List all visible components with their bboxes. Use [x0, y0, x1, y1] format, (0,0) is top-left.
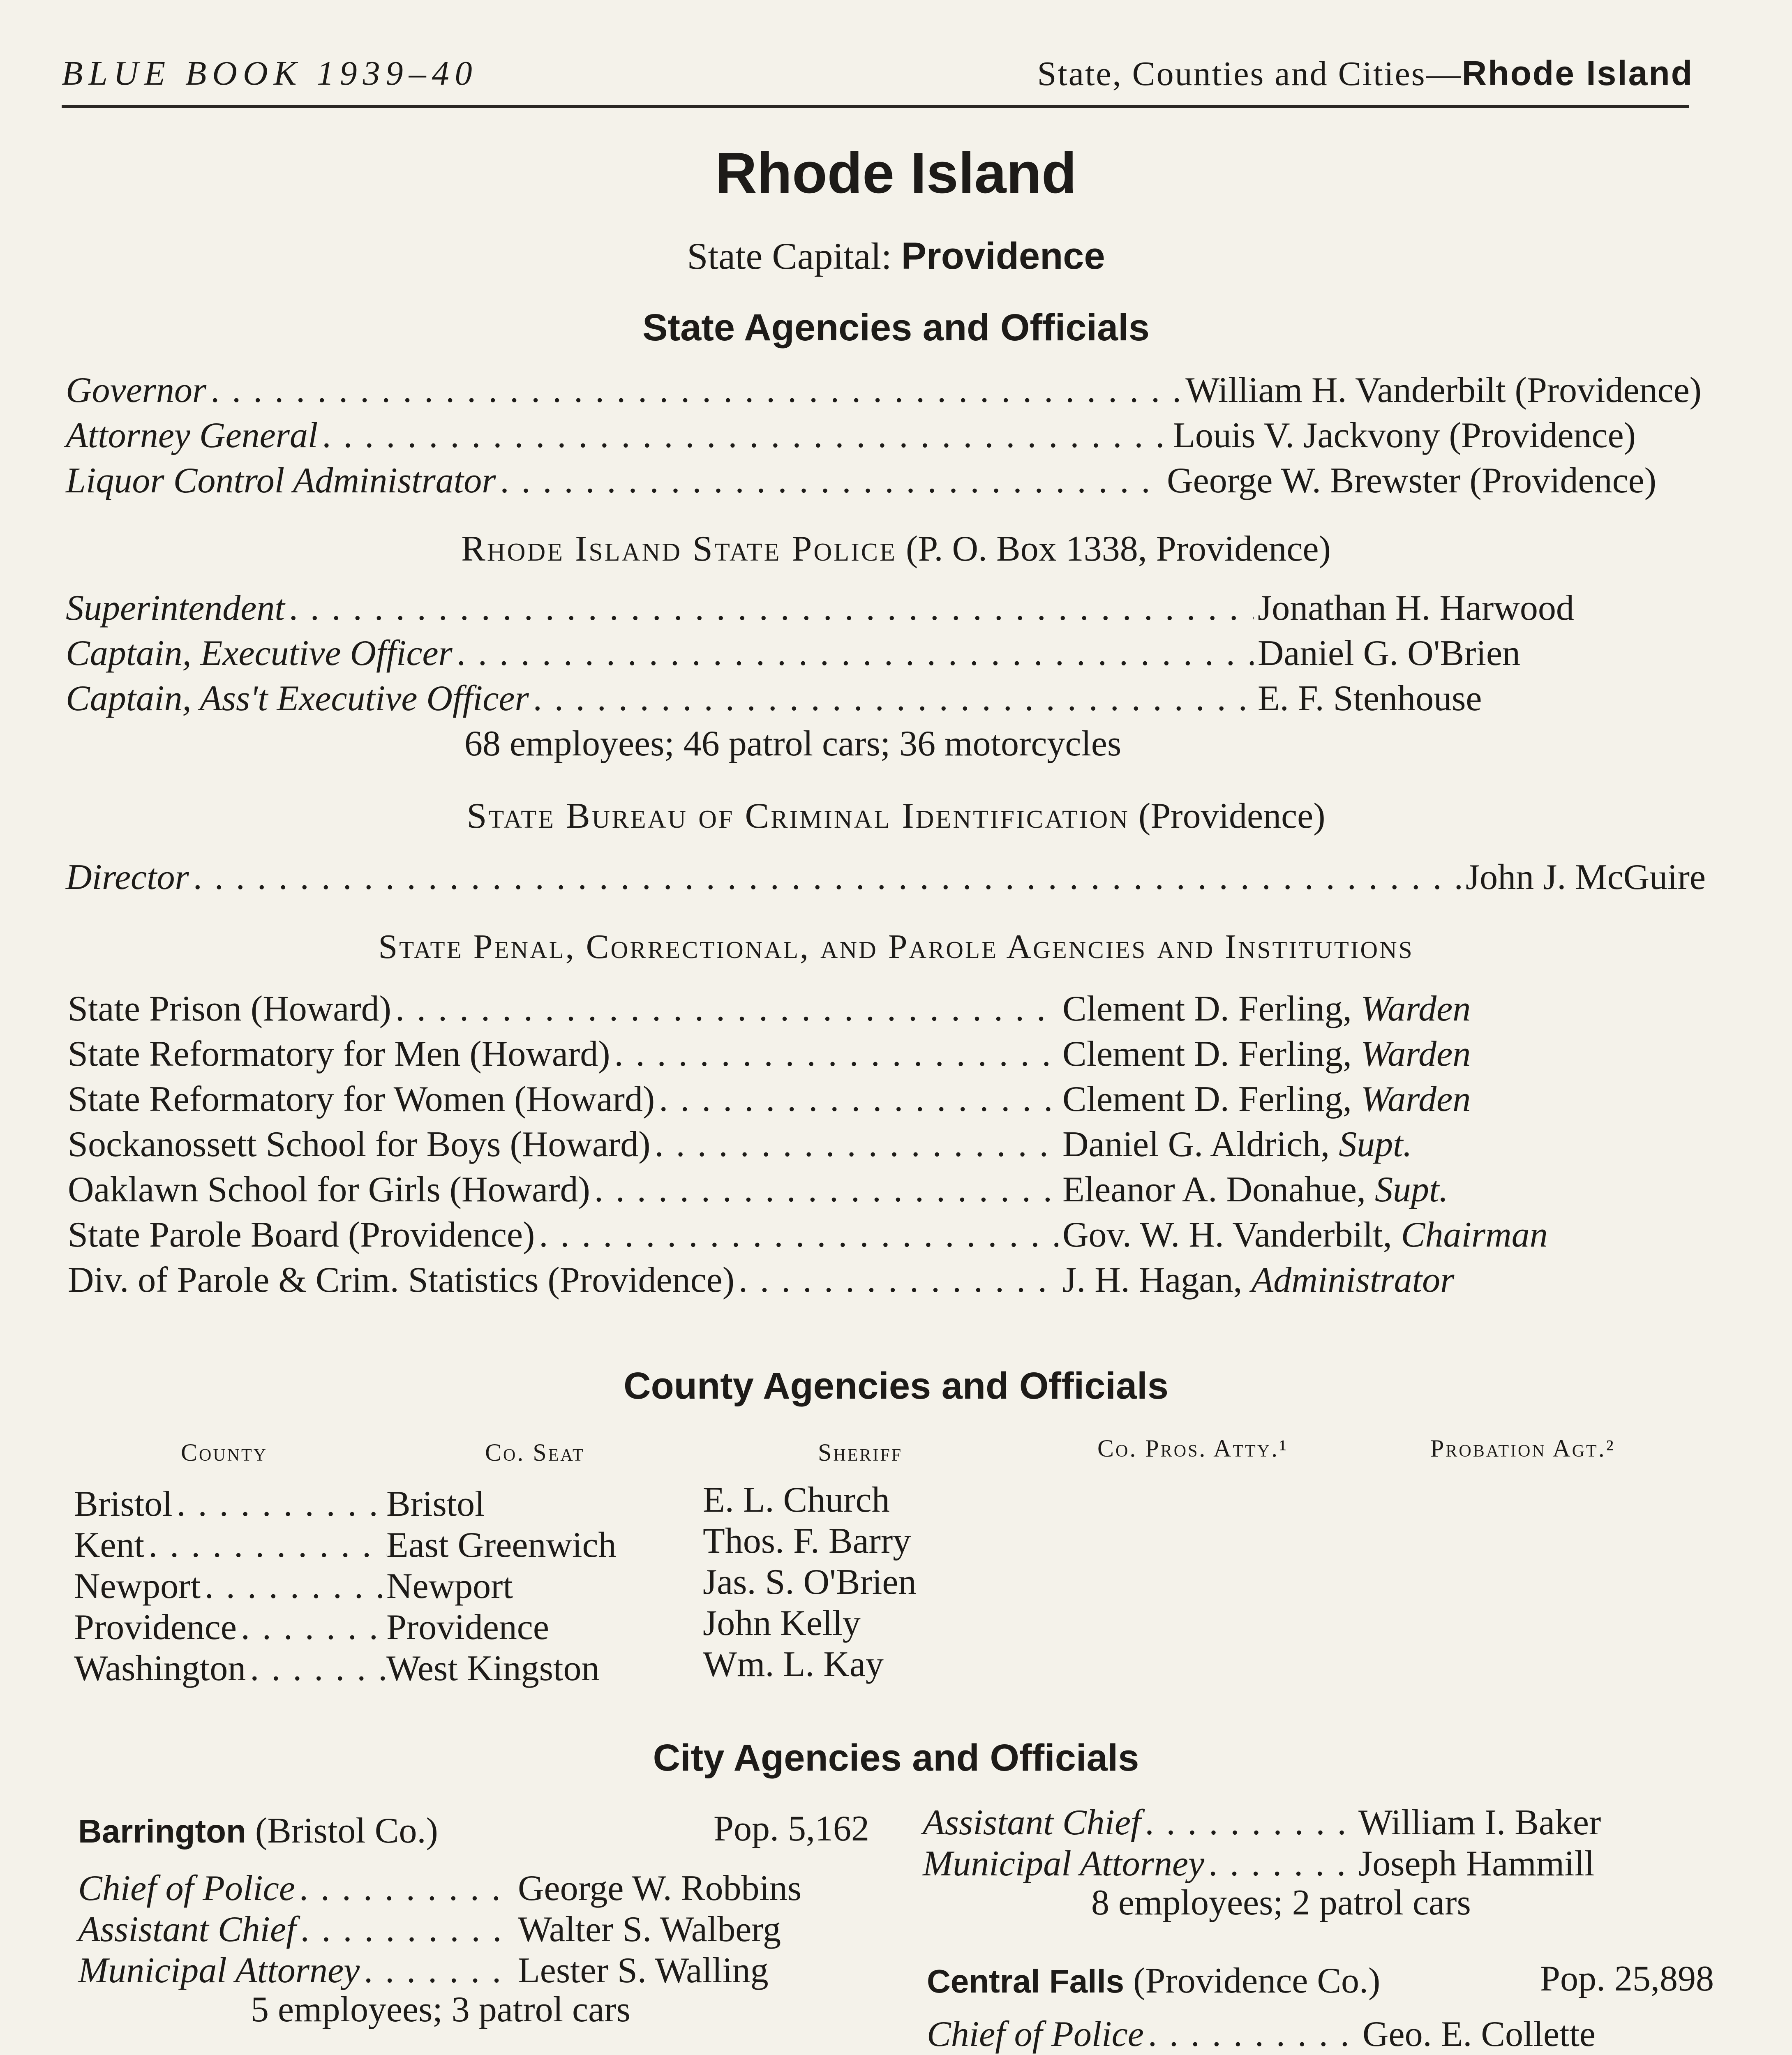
county-col-header: Co. Seat — [485, 1439, 585, 1466]
penal-row: Sockanossett School for Boys (Howard) . . . Daniel G. Aldrich, Supt. — [68, 1122, 1708, 1167]
police-official-row: Superintendent . . . Jonathan H. Harwood — [66, 586, 1693, 631]
city-pop — [720, 2053, 875, 2055]
city-heading-central-falls: Central Falls (Providence Co.) — [927, 1961, 1381, 2001]
penal-row: Div. of Parole & Crim. Statistics (Providence) . . . J. H. Hagan, Administrator — [68, 1258, 1708, 1303]
city-pop: Pop. 25,898 — [1540, 1959, 1714, 1999]
city-pop: Pop. 5,162 — [714, 1809, 869, 1849]
city-official-row: Municipal Attorney . . . Joseph Hammill — [923, 1841, 1658, 1886]
state-police-heading: Rhode Island State Police (P. O. Box 1338, Providence) — [461, 529, 1331, 569]
city-agencies-heading: City Agencies and Officials — [653, 1737, 1139, 1779]
county-col-header: Co. Pros. Atty.¹ — [1097, 1435, 1289, 1462]
county-col-header: Sheriff — [818, 1439, 903, 1466]
state-capital: State Capital: Providence — [687, 235, 1105, 277]
city-official-row: Assistant Chief . . . Walter S. Walberg — [78, 1907, 855, 1952]
penal-heading: State Penal, Correctional, and Parole Agencies and Institutions — [378, 928, 1414, 966]
city-note: 5 employees; 3 patrol cars — [251, 1990, 630, 2030]
police-official-row: Captain, Ass't Executive Officer . . . E. F. Stenhouse — [66, 676, 1693, 721]
city-official-row: Chief of Police . . . George W. Robbins — [78, 1866, 855, 1911]
penal-row: State Prison (Howard) . . . Clement D. Ferling, Warden — [68, 986, 1708, 1032]
running-header-right: State, Counties and Cities—Rhode Island — [1037, 54, 1693, 93]
city-official-row: Chief of Police . . . Geo. E. Collette — [927, 2012, 1720, 2055]
penal-row: State Reformatory for Men (Howard) . . . Clement D. Ferling, Warden — [68, 1032, 1708, 1077]
penal-row: State Reformatory for Women (Howard) . . . Clement D. Ferling, Warden — [68, 1077, 1708, 1122]
police-official-row: Captain, Executive Officer . . . Daniel G. O'Brien — [66, 631, 1693, 676]
state-official-row: Governor . . . William H. Vanderbilt (Providence) — [66, 368, 1702, 413]
state-agencies-heading: State Agencies and Officials — [642, 307, 1150, 349]
county-agencies-heading: County Agencies and Officials — [624, 1365, 1168, 1407]
header-rule — [62, 105, 1689, 108]
city-official-row — [927, 2053, 1720, 2055]
bureau-heading: State Bureau of Criminal Identification (Providence) — [466, 796, 1326, 836]
county-col-header: Probation Agt.² — [1430, 1435, 1615, 1462]
bureau-official-row: Director . . . John J. McGuire — [66, 855, 1706, 900]
state-official-row: Attorney General . . . Louis V. Jackvony (Providence) — [66, 413, 1636, 458]
county-col-header: County — [181, 1439, 268, 1466]
penal-row: Oaklawn School for Girls (Howard) . . . Eleanor A. Donahue, Supt. — [68, 1167, 1708, 1212]
city-official-row: Assistant Chief . . . William I. Baker — [923, 1800, 1658, 1845]
running-header-left: BLUE BOOK 1939–40 — [62, 54, 478, 92]
police-note: 68 employees; 46 patrol cars; 36 motorcycles — [464, 724, 1122, 764]
page-title: Rhode Island — [715, 141, 1077, 205]
city-note: 8 employees; 2 patrol cars — [1091, 1883, 1471, 1923]
state-official-row: Liquor Control Administrator . . . George W. Brewster (Providence) — [66, 458, 1656, 503]
penal-row: State Parole Board (Providence) . . . Gov. W. H. Vanderbilt, Chairman — [68, 1212, 1708, 1258]
city-official-row: Municipal Attorney . . . Lester S. Walling — [78, 1948, 855, 1993]
city-heading-barrington: Barrington (Bristol Co.) — [78, 1811, 438, 1851]
